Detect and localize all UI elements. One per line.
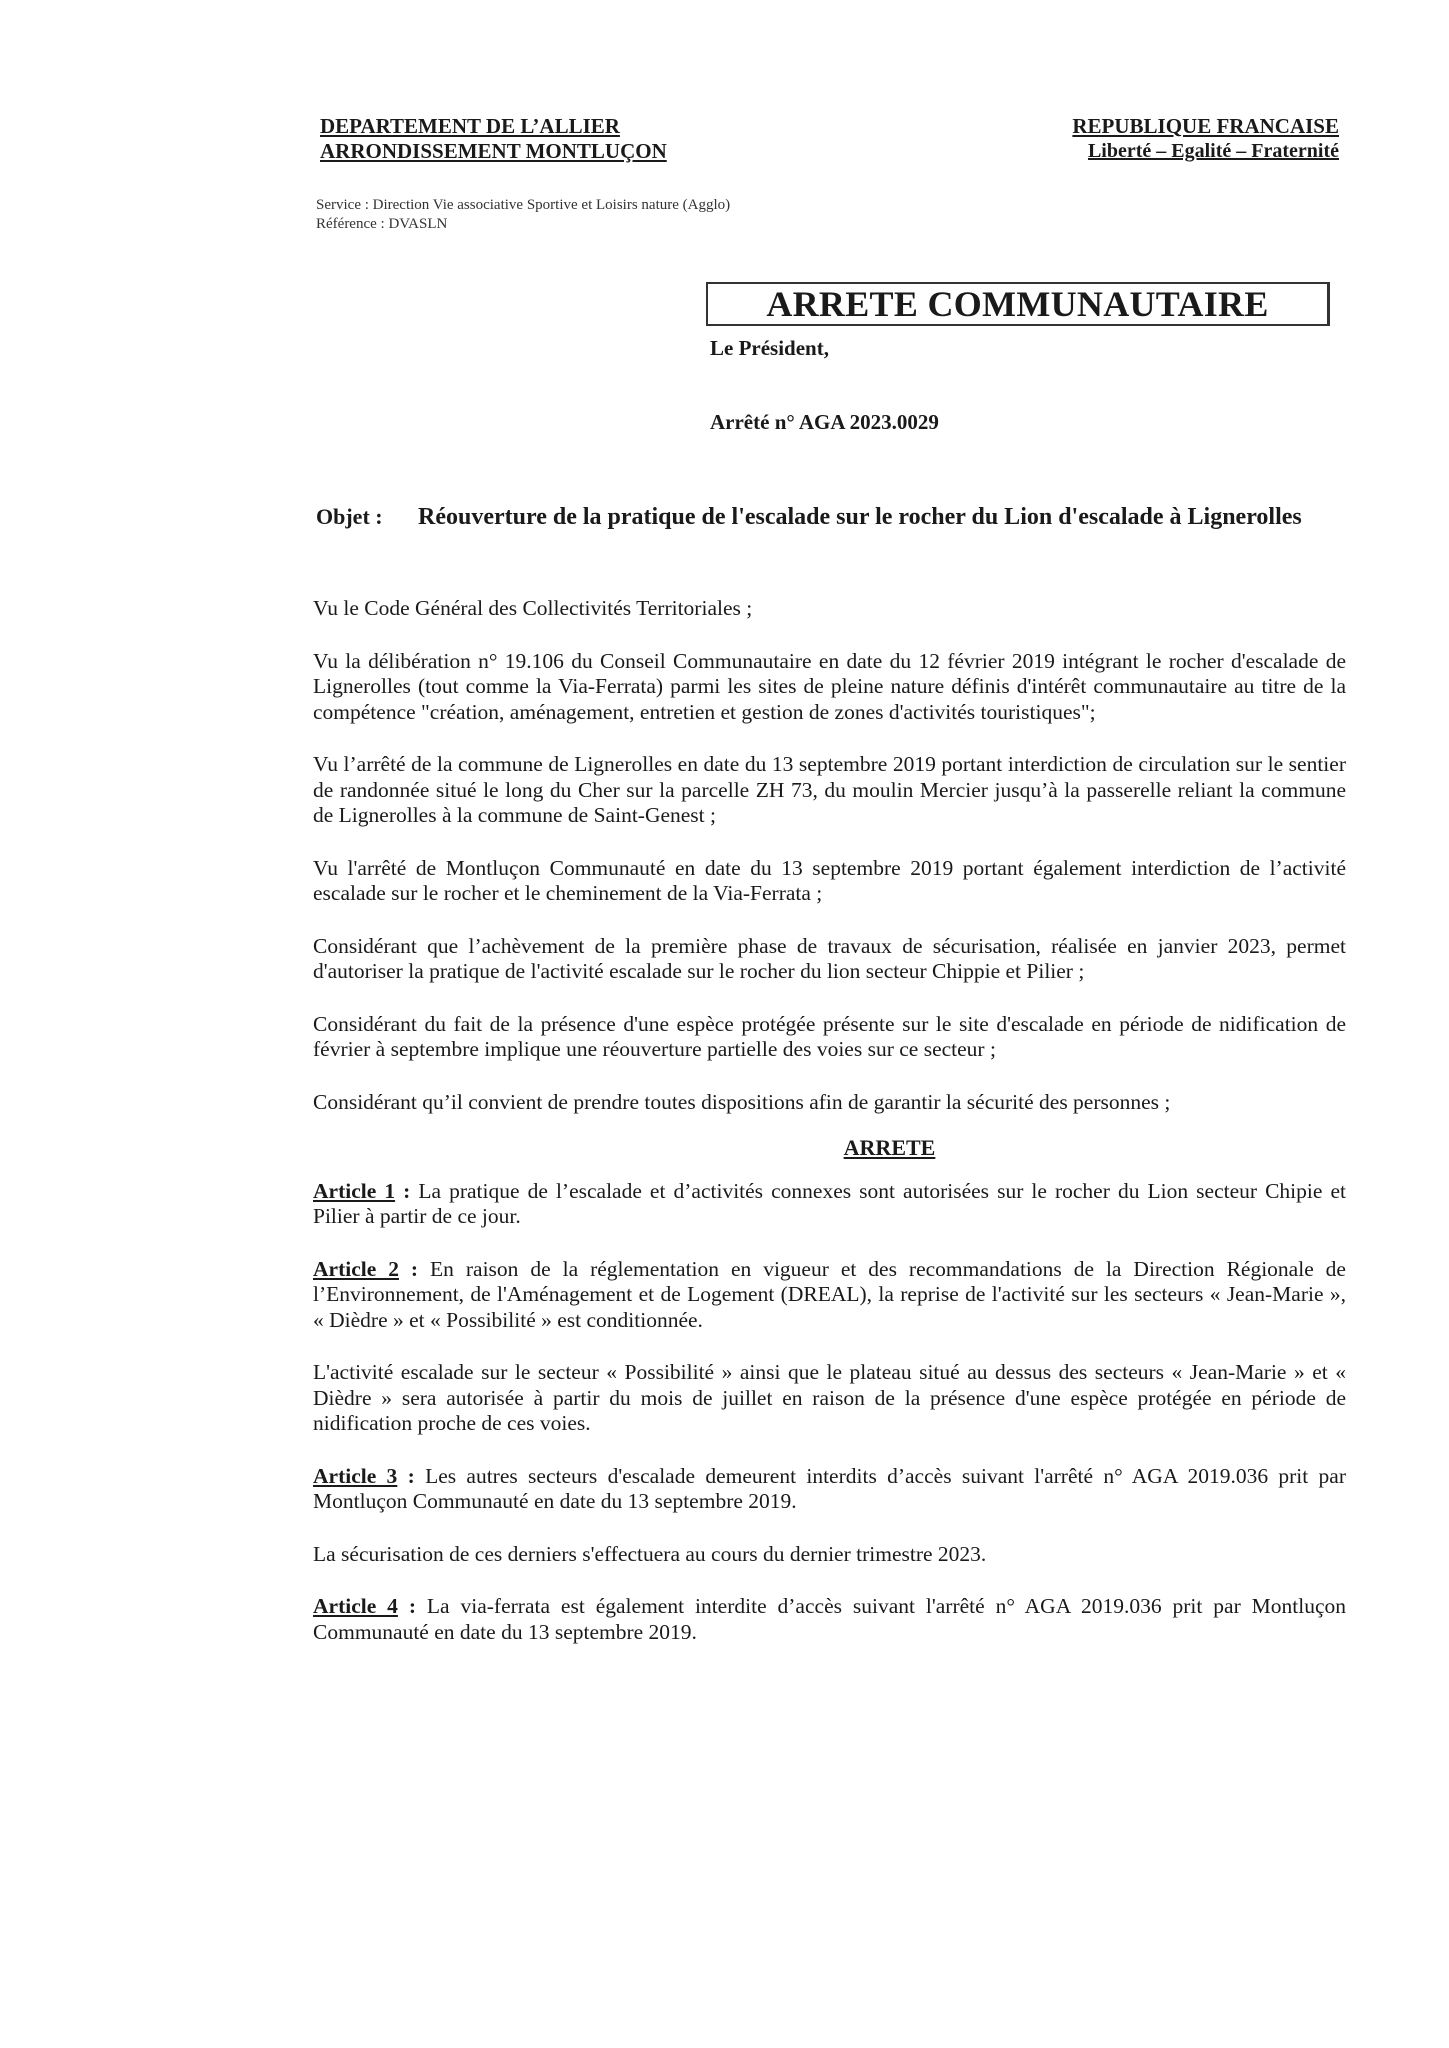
objet-label: Objet :	[316, 504, 383, 529]
arrete-number: Arrêté n° AGA 2023.0029	[710, 410, 939, 434]
article-2: Article 2 : En raison de la réglementation en vigueur et des recommandations de la Direction Régionale de l’Environnement, de l'Aménagement et de Logement (DREAL), la reprise de l'activité sur les secteurs « Jean-Marie », « Dièdre » et « Possibilité » est conditionnée.	[313, 1256, 1346, 1332]
consideration-paragraph: Considérant qu’il convient de prendre toutes dispositions afin de garantir la sécurité des personnes ;	[313, 1089, 1171, 1114]
president-line: Le Président,	[710, 336, 829, 360]
consideration-paragraph: Considérant que l’achèvement de la première phase de travaux de sécurisation, réalisée en janvier 2023, permet d'autoriser la pratique de l'activité escalade sur le rocher du lion secteur Chippie et Pilier ;	[313, 933, 1346, 983]
article-text: En raison de la réglementation en vigueur et des recommandations de la Direction Régionale de l’Environnement, de l'Aménagement et de Logement (DREAL), la reprise de l'activité sur les secteurs « Jean-Marie », « Dièdre » et « Possibilité » est conditionnée.	[313, 1256, 1346, 1332]
service-line: Service : Direction Vie associative Sportive et Loisirs nature (Agglo)	[316, 197, 731, 213]
article-4: Article 4 : La via-ferrata est également interdite d’accès suivant l'arrêté n° AGA 2019.036 prit par Montluçon Communauté en date du 13 septembre 2019.	[313, 1594, 1346, 1644]
department-header	[320, 114, 667, 164]
document-body	[313, 596, 1346, 1672]
article-text: La pratique de l’escalade et d’activités connexes sont autorisées sur le rocher du Lion secteur Chipie et Pilier à partir de ce jour.	[313, 1178, 1346, 1228]
article-label: Article 1	[313, 1178, 396, 1203]
article-label: Article 3	[313, 1463, 398, 1488]
consideration-paragraph: Vu l'arrêté de Montluçon Communauté en date du 13 septembre 2019 portant également interdiction de l’activité escalade sur le rocher et le cheminement de la Via-Ferrata ;	[313, 855, 1346, 905]
consideration-paragraph: Vu la délibération n° 19.106 du Conseil Communautaire en date du 12 février 2019 intégrant le rocher d'escalade de Lignerolles (tout comme la Via-Ferrata) parmi les sites de pleine nature définis d'intérêt communautaire au titre de la compétence "création, aménagement, entretien et gestion de zones d'activités touristiques";	[313, 648, 1346, 724]
republic-motto: Liberté – Egalité – Fraternité	[1087, 140, 1339, 162]
article-text: Les autres secteurs d'escalade demeurent interdits d’accès suivant l'arrêté n° AGA 2019.036 prit par Montluçon Communauté en date du 13 septembre 2019.	[313, 1463, 1346, 1513]
article-1: Article 1 : La pratique de l’escalade et d’activités connexes sont autorisées sur le rocher du Lion secteur Chipie et Pilier à partir de ce jour.	[313, 1178, 1346, 1228]
consideration-paragraph: Vu l’arrêté de la commune de Lignerolles en date du 13 septembre 2019 portant interdiction de circulation sur le sentier de randonnée situé le long du Cher sur la parcelle ZH 73, du moulin Mercier jusqu’à la passerelle reliant la commune de Lignerolles à la commune de Saint-Genest ;	[313, 752, 1346, 827]
republic-name: REPUBLIQUE FRANCAISE	[1072, 114, 1339, 138]
consideration-paragraph: Considérant du fait de la présence d'une espèce protégée présente sur le site d'escalade en période de nidification de février à septembre implique une réouverture partielle des voies sur ce secteur ;	[313, 1011, 1346, 1061]
document-title: ARRETE COMMUNAUTAIRE	[706, 282, 1330, 326]
consideration-paragraph: Vu le Code Général des Collectivités Territoriales ;	[313, 596, 753, 620]
department-name: DEPARTEMENT DE L’ALLIER	[320, 114, 620, 138]
reference-line: Référence : DVASLN	[316, 216, 448, 232]
objet-section	[316, 502, 1346, 532]
objet-text: Réouverture de la pratique de l'escalade sur le rocher du Lion d'escalade à Lignerolles	[418, 504, 1302, 530]
article-2-continuation: L'activité escalade sur le secteur « Possibilité » ainsi que le plateau situé au dessus des secteurs « Jean-Marie » et « Dièdre » sera autorisée à partir du mois de juillet en raison de la présence d'une espèce protégée en période de nidification proche de ces voies.	[313, 1360, 1346, 1435]
article-3-continuation: La sécurisation de ces derniers s'effectuera au cours du dernier trimestre 2023.	[313, 1541, 987, 1566]
arrondissement-name: ARRONDISSEMENT MONTLUÇON	[320, 139, 667, 163]
article-3: Article 3 : Les autres secteurs d'escalade demeurent interdits d’accès suivant l'arrêté n° AGA 2019.036 prit par Montluçon Communauté en date du 13 septembre 2019.	[313, 1463, 1346, 1513]
article-label: Article 2	[313, 1256, 399, 1281]
decision-heading: ARRETE	[843, 1135, 936, 1160]
article-label: Article 4	[313, 1594, 398, 1618]
document-meta	[316, 196, 730, 234]
article-text: La via-ferrata est également interdite d’accès suivant l'arrêté n° AGA 2019.036 prit par Montluçon Communauté en date du 13 septembre 2019.	[313, 1594, 1346, 1644]
republic-header	[1072, 114, 1339, 164]
